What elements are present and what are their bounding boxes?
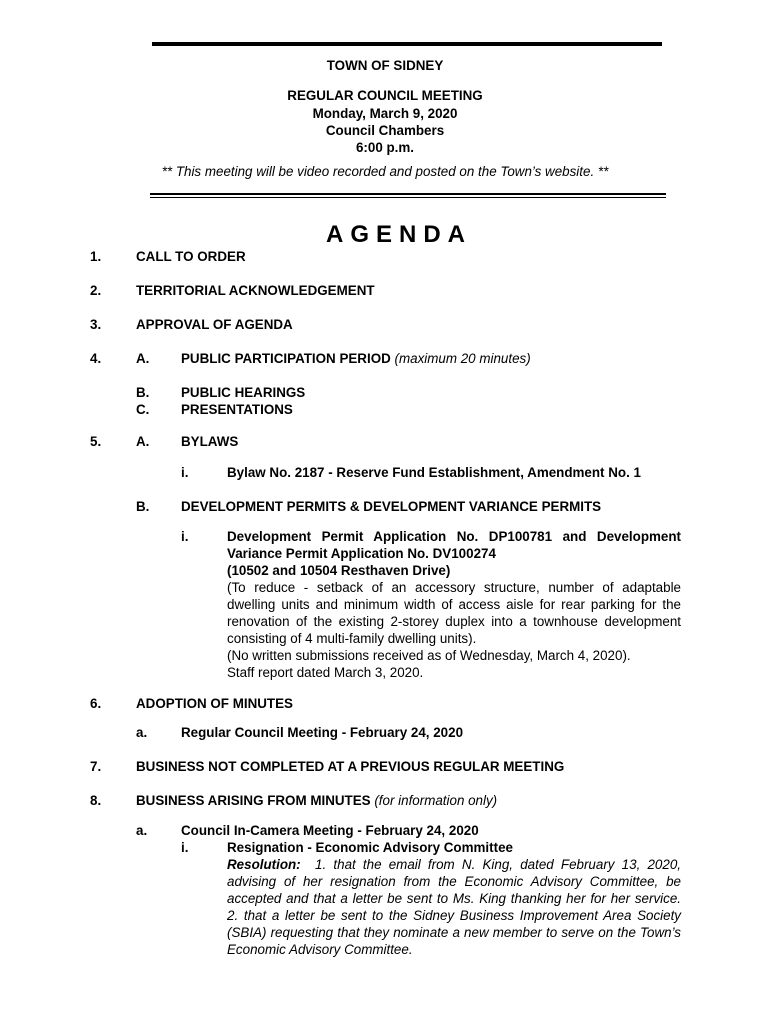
resolution-text: 1. that the email from N. King, dated February 13, 2020, advising of her resignation from the Economic Advisory Committee, be accepted and that a letter be sent to Ms. King thanking her for her service. 2. that a letter be sent to the Sidney Business Improvement Area Society (SBIA) requesting that they nominate a new member to serve on the Town’s Economic Advisory Committee. [227,857,681,957]
item-5a-letter: A. [136,434,150,449]
item-8-label: BUSINESS ARISING FROM MINUTES [136,793,371,808]
item-7-label: BUSINESS NOT COMPLETED AT A PREVIOUS REGULAR MEETING [136,759,565,774]
item-1-number: 1. [90,249,102,264]
item-4a-label: PUBLIC PARTICIPATION PERIOD [181,351,391,366]
item-5a-label: BYLAWS [181,434,239,449]
item-5a-i-number: i. [181,465,189,480]
resolution-label: Resolution: [227,857,301,872]
item-4a-note: (maximum 20 minutes) [394,351,531,366]
meeting-type: REGULAR COUNCIL MEETING [287,88,483,103]
meeting-time: 6:00 p.m. [355,140,415,155]
item-6-number: 6. [90,696,102,711]
item-8a-i-resolution [227,856,681,958]
item-5b-i-staff-report: Staff report dated March 3, 2020. [227,665,424,680]
item-3-number: 3. [90,317,102,332]
header-rule-thick [150,193,666,195]
item-5b-i-title-line2: Variance Permit Application No. DV100274 [227,546,496,561]
item-4a-letter: A. [136,351,150,366]
item-8a-i-label: Resignation - Economic Advisory Committee [227,840,513,855]
item-8-note: (for information only) [374,793,498,808]
item-4b-letter: B. [136,385,150,400]
meeting-date: Monday, March 9, 2020 [312,106,458,121]
item-4c-label: PRESENTATIONS [181,402,293,417]
item-8-row [136,792,497,809]
item-6a-letter: a. [136,725,148,740]
item-3-label: APPROVAL OF AGENDA [136,317,293,332]
item-5b-letter: B. [136,499,150,514]
item-8a-letter: a. [136,823,148,838]
item-7-number: 7. [90,759,102,774]
item-5-number: 5. [90,434,102,449]
item-6-label: ADOPTION OF MINUTES [136,696,293,711]
item-8a-label: Council In-Camera Meeting - February 24, 2020 [181,823,479,838]
item-4c-letter: C. [136,402,150,417]
item-1-label: CALL TO ORDER [136,249,246,264]
recording-notice: ** This meeting will be video recorded and posted on the Town’s website. ** [161,164,609,179]
page-title: AGENDA [325,221,472,248]
item-4a-row [181,350,531,367]
item-5b-i-submissions: (No written submissions received as of Wednesday, March 4, 2020). [227,648,631,663]
item-2-label: TERRITORIAL ACKNOWLEDGEMENT [136,283,375,298]
item-8-number: 8. [90,793,102,808]
item-5b-i-title-line1: Development Permit Application No. DP100781 and Development [227,529,681,544]
item-8a-i-number: i. [181,840,189,855]
top-rule [152,42,662,46]
item-5b-i-description: (To reduce - setback of an accessory structure, number of adaptable dwelling units and minimum width of access aisle for rear parking for the renovation of the existing 2-storey duplex into a townhouse development consisting of 4 multi-family dwelling units). [227,580,681,646]
item-4b-label: PUBLIC HEARINGS [181,385,306,400]
item-5b-i-title-line3: (10502 and 10504 Resthaven Drive) [227,563,451,578]
meeting-location: Council Chambers [325,123,445,138]
item-2-number: 2. [90,283,102,298]
item-6a-label: Regular Council Meeting - February 24, 2020 [181,725,464,740]
org-name: TOWN OF SIDNEY [326,58,444,73]
item-5b-label: DEVELOPMENT PERMITS & DEVELOPMENT VARIANCE PERMITS [181,499,602,514]
item-4-number: 4. [90,351,102,366]
header-rule-thin [150,197,666,198]
item-5b-i-number: i. [181,529,189,544]
item-5a-i-label: Bylaw No. 2187 - Reserve Fund Establishment, Amendment No. 1 [227,465,641,480]
